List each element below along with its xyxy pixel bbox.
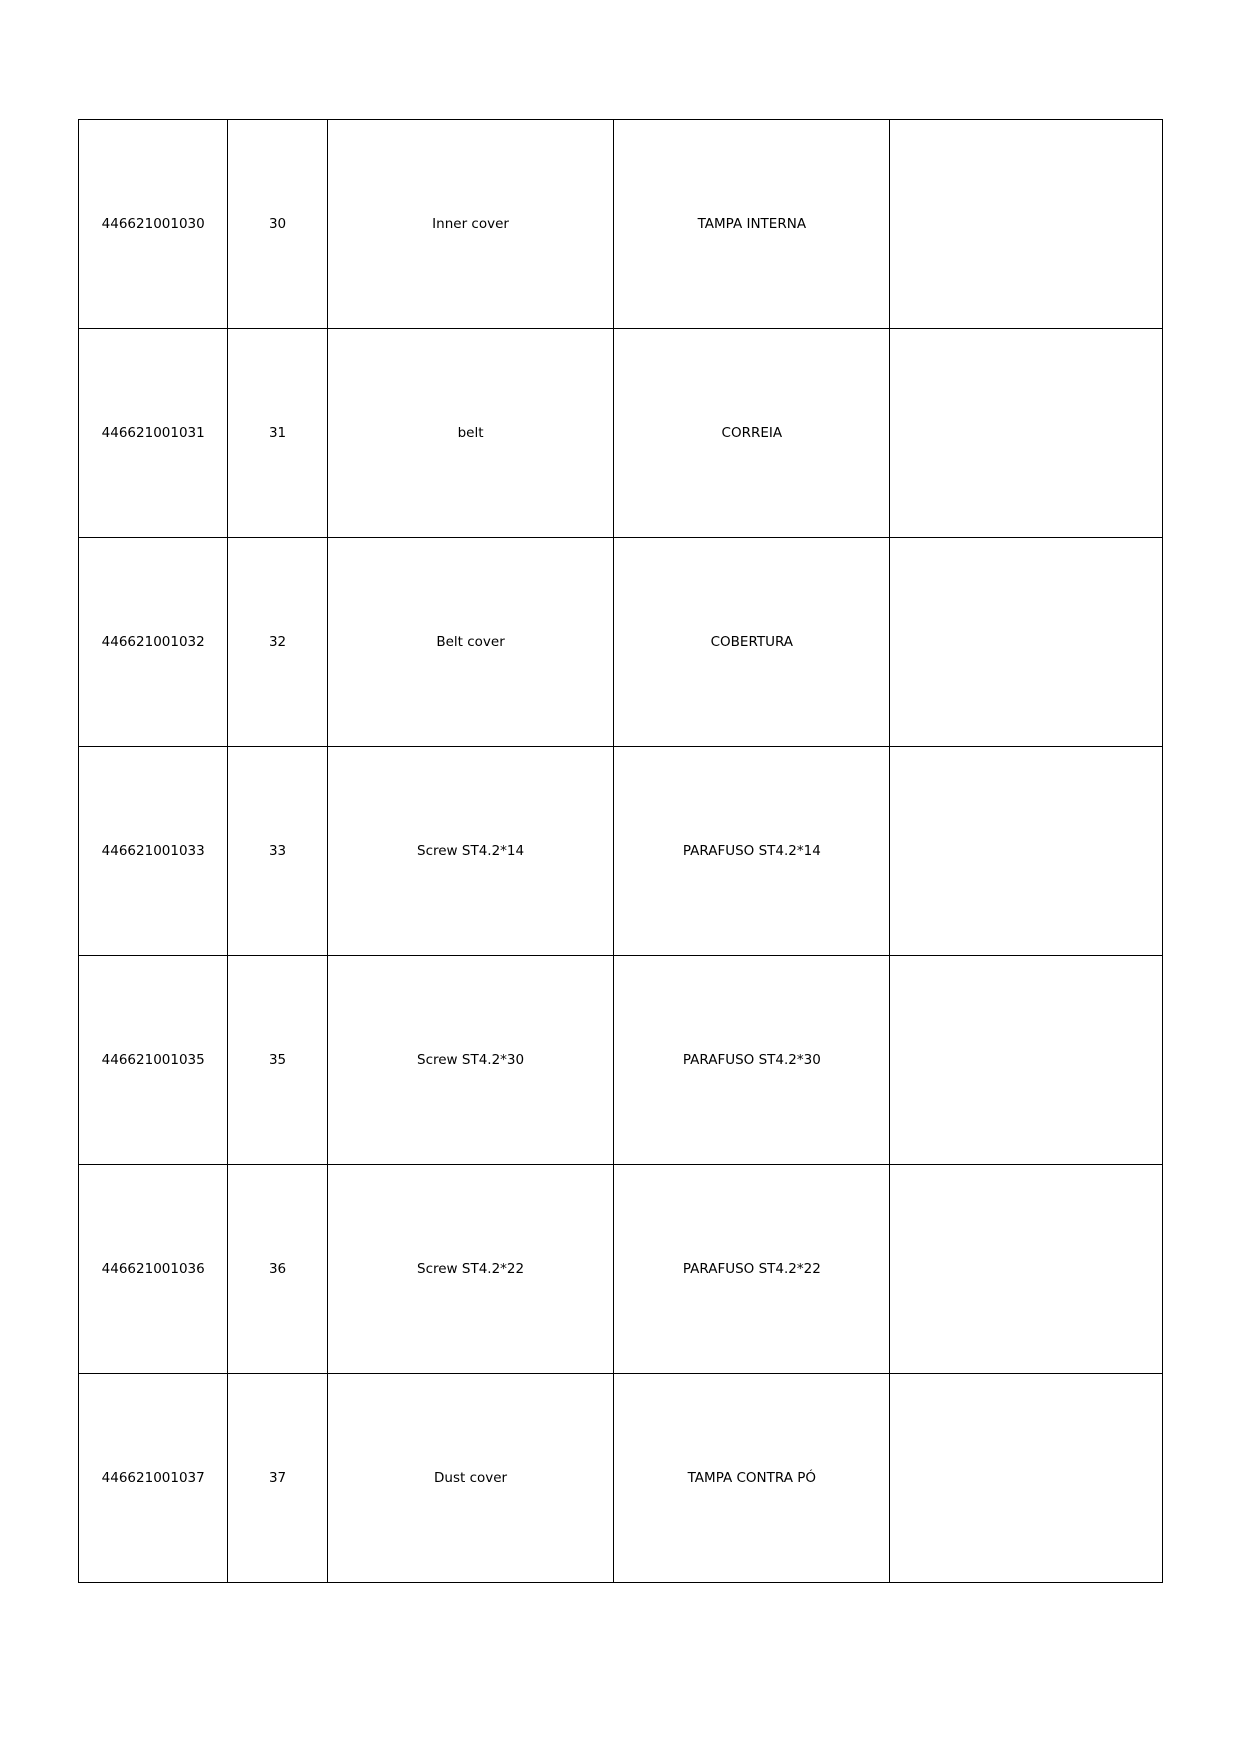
part-code: 446621001032 [79, 538, 228, 747]
part-name-english: Inner cover [327, 120, 614, 329]
part-number: 35 [228, 956, 327, 1165]
table-row [79, 329, 1163, 538]
part-code: 446621001033 [79, 747, 228, 956]
table-row [79, 747, 1163, 956]
part-name-portuguese: PARAFUSO ST4.2*14 [614, 747, 890, 956]
part-name-english: Screw ST4.2*30 [327, 956, 614, 1165]
empty-cell [890, 120, 1163, 329]
empty-cell [890, 1165, 1163, 1374]
part-name-english: belt [327, 329, 614, 538]
part-name-english: Belt cover [327, 538, 614, 747]
part-code: 446621001031 [79, 329, 228, 538]
table-row [79, 120, 1163, 329]
part-code: 446621001035 [79, 956, 228, 1165]
part-number: 30 [228, 120, 327, 329]
part-name-english: Screw ST4.2*14 [327, 747, 614, 956]
part-code: 446621001030 [79, 120, 228, 329]
empty-cell [890, 1374, 1163, 1583]
part-name-portuguese: CORREIA [614, 329, 890, 538]
empty-cell [890, 747, 1163, 956]
part-name-english: Screw ST4.2*22 [327, 1165, 614, 1374]
part-name-portuguese: PARAFUSO ST4.2*30 [614, 956, 890, 1165]
empty-cell [890, 956, 1163, 1165]
table-row [79, 1165, 1163, 1374]
part-number: 32 [228, 538, 327, 747]
parts-table [78, 119, 1163, 1583]
part-name-portuguese: TAMPA CONTRA PÓ [614, 1374, 890, 1583]
part-name-english: Dust cover [327, 1374, 614, 1583]
part-name-portuguese: PARAFUSO ST4.2*22 [614, 1165, 890, 1374]
part-code: 446621001036 [79, 1165, 228, 1374]
part-number: 37 [228, 1374, 327, 1583]
table-row [79, 956, 1163, 1165]
part-name-portuguese: COBERTURA [614, 538, 890, 747]
table-row [79, 1374, 1163, 1583]
part-code: 446621001037 [79, 1374, 228, 1583]
part-number: 33 [228, 747, 327, 956]
part-name-portuguese: TAMPA INTERNA [614, 120, 890, 329]
part-number: 36 [228, 1165, 327, 1374]
table-row [79, 538, 1163, 747]
empty-cell [890, 538, 1163, 747]
empty-cell [890, 329, 1163, 538]
part-number: 31 [228, 329, 327, 538]
